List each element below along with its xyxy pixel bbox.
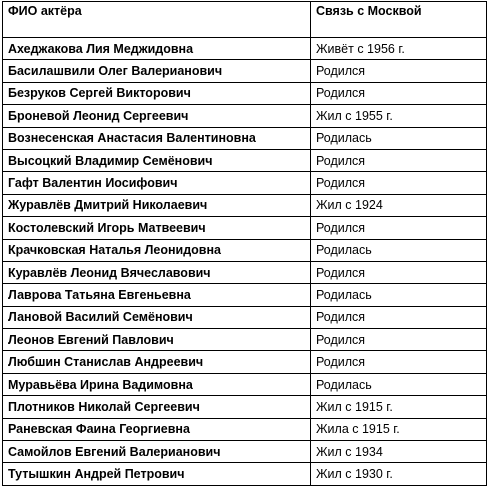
cell-name: Безруков Сергей Викторович <box>3 82 311 104</box>
cell-moscow-link: Жила с 1915 г. <box>311 418 487 440</box>
table-row <box>3 217 487 239</box>
table-row <box>3 463 487 485</box>
cell-name: Раневская Фаина Георгиевна <box>3 418 311 440</box>
table-row <box>3 306 487 328</box>
cell-moscow-link: Родился <box>311 329 487 351</box>
table-row <box>3 194 487 216</box>
table-row <box>3 38 487 60</box>
cell-name: Басилашвили Олег Валерианович <box>3 60 311 82</box>
cell-name: Гафт Валентин Иосифович <box>3 172 311 194</box>
header-row <box>3 2 487 38</box>
table-row <box>3 105 487 127</box>
cell-moscow-link: Жил с 1915 г. <box>311 396 487 418</box>
cell-name: Ахеджакова Лия Меджидовна <box>3 38 311 60</box>
cell-moscow-link: Родился <box>311 60 487 82</box>
cell-name: Лаврова Татьяна Евгеньевна <box>3 284 311 306</box>
cell-name: Броневой Леонид Сергеевич <box>3 105 311 127</box>
table-row <box>3 418 487 440</box>
actors-table <box>2 1 487 486</box>
cell-moscow-link: Родился <box>311 217 487 239</box>
table-row <box>3 396 487 418</box>
table-header <box>3 2 487 38</box>
cell-name: Костолевский Игорь Матвеевич <box>3 217 311 239</box>
cell-moscow-link: Жил с 1955 г. <box>311 105 487 127</box>
cell-name: Вознесенская Анастасия Валентиновна <box>3 127 311 149</box>
cell-name: Любшин Станислав Андреевич <box>3 351 311 373</box>
table-row <box>3 127 487 149</box>
cell-moscow-link: Родился <box>311 306 487 328</box>
table-row <box>3 329 487 351</box>
table-row <box>3 149 487 171</box>
header-name: ФИО актёра <box>3 2 311 38</box>
cell-name: Самойлов Евгений Валерианович <box>3 441 311 463</box>
table-row <box>3 351 487 373</box>
table-row <box>3 60 487 82</box>
cell-name: Лановой Василий Семёнович <box>3 306 311 328</box>
cell-name: Плотников Николай Сергеевич <box>3 396 311 418</box>
table-row <box>3 172 487 194</box>
cell-moscow-link: Родилась <box>311 239 487 261</box>
cell-name: Муравьёва Ирина Вадимовна <box>3 373 311 395</box>
cell-name: Высоцкий Владимир Семёнович <box>3 149 311 171</box>
cell-moscow-link: Родилась <box>311 127 487 149</box>
cell-moscow-link: Родилась <box>311 284 487 306</box>
cell-moscow-link: Родился <box>311 172 487 194</box>
table-row <box>3 373 487 395</box>
cell-name: Тутышкин Андрей Петрович <box>3 463 311 485</box>
cell-name: Крачковская Наталья Леонидовна <box>3 239 311 261</box>
cell-moscow-link: Родился <box>311 82 487 104</box>
cell-moscow-link: Родился <box>311 351 487 373</box>
cell-moscow-link: Родился <box>311 149 487 171</box>
table-row <box>3 82 487 104</box>
table-body <box>3 38 487 486</box>
cell-moscow-link: Живёт с 1956 г. <box>311 38 487 60</box>
table-row <box>3 261 487 283</box>
cell-moscow-link: Родилась <box>311 373 487 395</box>
cell-moscow-link: Родился <box>311 261 487 283</box>
cell-name: Журавлёв Дмитрий Николаевич <box>3 194 311 216</box>
cell-name: Куравлёв Леонид Вячеславович <box>3 261 311 283</box>
table-row <box>3 284 487 306</box>
table-row <box>3 239 487 261</box>
cell-moscow-link: Жил с 1934 <box>311 441 487 463</box>
cell-name: Леонов Евгений Павлович <box>3 329 311 351</box>
table-row <box>3 441 487 463</box>
cell-moscow-link: Жил с 1930 г. <box>311 463 487 485</box>
header-moscow-link: Связь с Москвой <box>311 2 487 38</box>
cell-moscow-link: Жил с 1924 <box>311 194 487 216</box>
